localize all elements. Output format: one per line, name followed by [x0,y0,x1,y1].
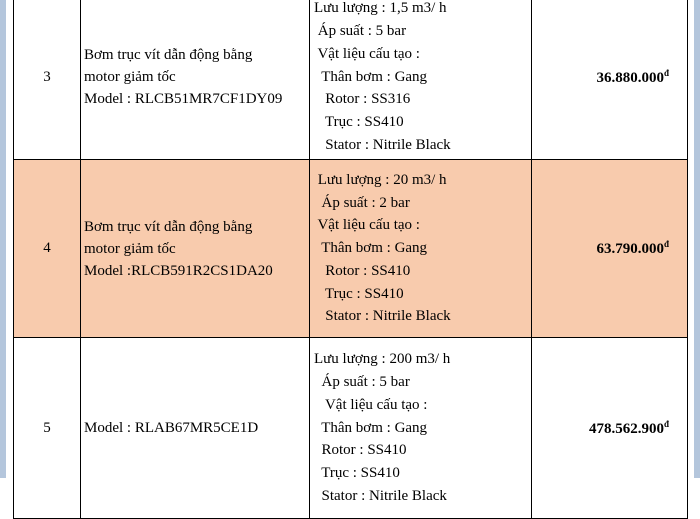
spec-line: Trục : SS410 [314,285,404,302]
product-name-line: motor giảm tốc [84,240,176,257]
row-number: 4 [14,160,81,338]
product-specs [310,338,532,519]
spec-line: Stator : Nitrile Black [314,487,447,504]
product-name-line: Bơm trục vít dẫn động bằng [84,47,253,63]
price-value: 478.562.900 [588,420,664,437]
spec-line: Áp suất : 5 bar [314,374,410,390]
table-row-highlighted [14,160,688,338]
spec-line: Rotor : SS316 [314,91,411,108]
document-sheet [6,0,694,504]
unit-price [532,338,688,519]
spec-line: Áp suất : 5 bar [314,23,407,39]
row-number: 5 [14,338,81,519]
unit-price [532,0,688,160]
unit-price [532,160,688,338]
spec-line: Lưu lượng : 1,5 m3/ h [314,0,447,17]
currency-symbol: đ [663,67,669,78]
spec-line: Rotor : SS410 [314,262,411,279]
product-name [81,338,310,519]
spec-line: Vật liệu cấu tạo : [314,217,420,234]
row-number: 3 [14,0,81,160]
spec-line: Vật liệu cấu tạo : [314,396,428,413]
currency-symbol: đ [663,239,669,249]
product-name [81,160,310,338]
window-frame-right [694,0,700,478]
table-row [14,338,688,519]
currency-symbol: đ [663,418,669,429]
spec-line: Lưu lượng : 200 m3/ h [314,351,451,368]
product-name-line: motor giảm tốc [84,69,176,85]
price-value: 63.790.000 [596,241,664,257]
product-model: Model : RLAB67MR5CE1D [84,420,259,436]
product-specs [310,160,532,338]
spec-line: Thân bơm : Gang [314,419,428,436]
product-name [81,0,310,160]
spec-line: Trục : SS410 [314,114,404,131]
price-table [13,0,688,519]
product-specs [310,0,532,160]
product-model: Model :RLCB591R2CS1DA20 [84,262,273,279]
product-model: Model : RLCB51MR7CF1DY09 [84,91,283,107]
spec-line: Áp suất : 2 bar [314,194,410,211]
table-row [14,0,688,160]
spec-line: Thân bơm : Gang [314,68,428,85]
spec-line: Rotor : SS410 [314,442,407,459]
spec-line: Trục : SS410 [314,465,400,482]
spec-line: Stator : Nitrile Black [314,308,451,325]
spec-line: Vật liệu cấu tạo : [314,45,420,62]
spec-line: Stator : Nitrile Black [314,136,451,153]
price-value: 36.880.000 [596,69,664,86]
spec-line: Lưu lượng : 20 m3/ h [314,171,447,188]
spec-line: Thân bơm : Gang [314,240,428,257]
product-name-line: Bơm trục vít dẫn động bằng [84,218,253,235]
